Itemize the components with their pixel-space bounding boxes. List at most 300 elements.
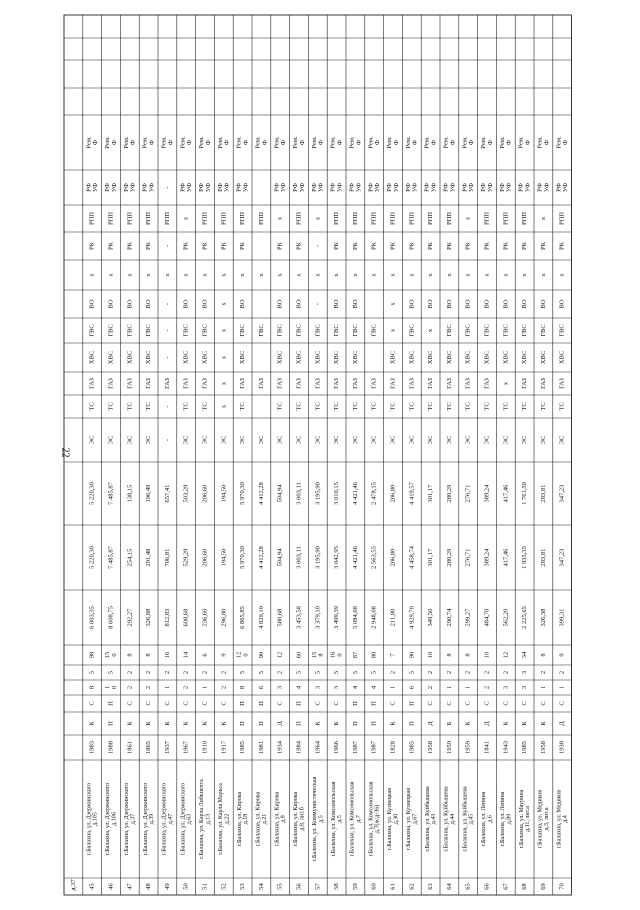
cell-rk (483, 241, 490, 250)
cell-u3 (408, 378, 415, 389)
cell-c6 (220, 609, 227, 627)
cell-c8 (89, 482, 96, 505)
cell-rk (389, 241, 396, 250)
cell-c2 (126, 701, 133, 705)
cell-f1 (330, 183, 344, 192)
cell-u4-text: ХВС (521, 350, 529, 365)
cell-c2-text: С (502, 701, 510, 706)
cell-u1 (239, 436, 246, 445)
cell-c7-text: 4 412,28 (257, 546, 265, 569)
cell-u6-text: ВО (239, 299, 247, 309)
cell-x-text: х (408, 273, 416, 277)
cell-c2 (540, 701, 547, 705)
cell-addr-text: д.37 (130, 813, 137, 825)
cell-c1-text: К (502, 721, 510, 726)
cell-u1-text: ЭС (107, 435, 115, 445)
cell-rp-text: РПП (483, 211, 491, 226)
cell-u1 (465, 436, 472, 445)
cell-c5 (104, 652, 118, 659)
cell-n (540, 883, 547, 890)
cell-f1 (236, 183, 250, 192)
cell-c5-text: 12 (502, 651, 510, 659)
cell-f1 (424, 183, 438, 192)
cell-c5 (183, 651, 190, 658)
cell-u2-text: ТС (239, 402, 247, 411)
cell-u2 (540, 402, 547, 410)
cell-f2-text: Ф (486, 139, 494, 146)
cell-u6 (201, 299, 208, 308)
cell-u5 (483, 324, 490, 336)
cell-f1 (292, 183, 306, 192)
cell-u4-text: ХВС (145, 350, 153, 365)
cell-c6 (352, 606, 359, 629)
cell-c8 (333, 482, 340, 505)
cell-addr (86, 783, 98, 855)
cell-u1-text: ЭС (370, 435, 378, 445)
cell-rk (502, 241, 509, 250)
cell-n (239, 883, 246, 890)
cell-f1 (311, 183, 325, 192)
cell-year (314, 740, 321, 754)
cell-n (465, 883, 472, 890)
cell-u6-text: - (314, 302, 322, 306)
cell-u6 (239, 299, 246, 308)
cell-f1-text: УФ (449, 182, 457, 193)
cell-c6-text: 292,27 (126, 608, 134, 627)
cell-c2 (352, 701, 359, 706)
cell-c1-text: П (370, 721, 378, 726)
cell-u1 (164, 439, 171, 441)
cell-f2 (311, 136, 325, 149)
cell-addr-text: г.Балахна, ул. Карла Либкнехта (199, 779, 206, 859)
cell-c3 (371, 685, 378, 689)
cell-n-text: 56 (295, 883, 303, 890)
cell-u1 (333, 436, 340, 445)
cell-u6 (465, 299, 472, 308)
cell-c6 (483, 609, 490, 627)
cell-u1 (408, 436, 415, 445)
cell-f1 (555, 183, 569, 192)
cell-c5-text: 10 (483, 651, 491, 659)
cell-c5 (371, 652, 378, 659)
cell-addr (256, 791, 268, 846)
cell-u4-text: ХВС (427, 350, 435, 365)
cell-c1 (258, 721, 265, 726)
cell-c1 (164, 721, 171, 726)
cell-f2-text: Рем. (517, 136, 525, 149)
cell-f2-text: Рем. (498, 136, 506, 149)
cell-f1-text: УФ (242, 182, 250, 193)
cell-c2-text: П (239, 701, 247, 706)
cell-f1-text: УФ (543, 182, 551, 193)
cell-rp-text: РПП (220, 211, 228, 226)
cell-addr (424, 786, 437, 852)
cell-u3-text: ГАЗ (295, 378, 303, 389)
cell-u2 (295, 402, 302, 410)
cell-n (333, 883, 340, 890)
cell-c8-text: 503,29 (182, 484, 190, 503)
cell-u6 (483, 299, 490, 308)
cell-c8 (164, 485, 171, 503)
cell-u1-text: ЭС (521, 435, 529, 445)
cell-c4 (427, 671, 434, 674)
cell-year (145, 741, 152, 754)
cell-c3-text: 1 (539, 685, 547, 690)
cell-u4 (483, 351, 490, 364)
cell-c5 (483, 652, 490, 659)
cell-f2 (142, 136, 156, 149)
cell-c6 (277, 609, 284, 627)
cell-c5 (164, 651, 171, 658)
cell-c5 (295, 652, 302, 659)
cell-c2-text: С (558, 701, 566, 706)
cell-u6-text: ВО (464, 299, 472, 309)
cell-u2-text: ТС (370, 402, 378, 411)
cell-c7 (389, 549, 396, 567)
cell-u6-text: ВО (427, 299, 435, 309)
cell-addr-text: д.22 (224, 813, 231, 825)
cell-addr-text: д.44 (449, 813, 456, 825)
cell-u3 (540, 378, 547, 389)
cell-u4 (314, 351, 321, 364)
cell-x (408, 273, 415, 277)
cell-x-text: х (445, 273, 453, 277)
cell-year-text: 1958 (539, 741, 547, 754)
cell-c3 (408, 685, 415, 689)
cell-f2-text: Рем. (273, 136, 281, 149)
cell-f2-text: Ф (110, 139, 118, 146)
cell-f1-text: РФ (310, 183, 318, 192)
cell-c6-text: 3 499,39 (333, 606, 341, 629)
cell-addr (519, 789, 531, 848)
cell-rk (371, 241, 378, 250)
cell-u4-text: ХВС (107, 350, 115, 365)
cell-f2 (254, 136, 268, 149)
cell-rk (295, 241, 302, 250)
cell-u3 (559, 378, 566, 389)
cell-year-text: 1984 (295, 741, 303, 754)
cell-year-text: 1987 (370, 741, 378, 754)
cell-u4 (277, 351, 284, 364)
cell-n-text: 51 (201, 883, 209, 890)
cell-n-text: 57 (314, 883, 322, 890)
cell-u2 (220, 404, 227, 408)
cell-c3 (89, 686, 96, 689)
cell-x-text: х (483, 273, 491, 277)
cell-rp (277, 216, 284, 220)
cell-u3 (314, 378, 321, 389)
cell-c3 (446, 686, 453, 689)
cell-f1 (518, 183, 532, 192)
cell-rp (295, 212, 302, 225)
cell-c3-text: 0 (110, 685, 118, 690)
cell-u5-text: ГВС (521, 324, 529, 337)
cell-c2-text: С (88, 701, 96, 706)
cell-addr-text: г.Балахна, ул. Кузнецкая (387, 788, 394, 850)
cell-year-text: 1967 (182, 741, 190, 754)
cell-rk (521, 241, 528, 250)
cell-u5 (465, 324, 472, 336)
cell-addr (500, 791, 512, 846)
cell-c5-text: 0 (336, 653, 344, 657)
cell-rp (502, 212, 509, 225)
cell-x (183, 273, 190, 277)
cell-c5-text: 15 (310, 651, 318, 659)
cell-addr-text: д.13 (205, 813, 212, 825)
cell-u6-text: ВО (276, 299, 284, 309)
cell-c5-text: 90 (408, 651, 416, 659)
cell-rk (89, 241, 96, 250)
cell-u5 (389, 328, 396, 332)
cell-f1-text: УФ (223, 182, 231, 193)
cell-f2-text: Ф (562, 139, 570, 146)
cell-u2 (126, 402, 133, 410)
cell-addr (406, 788, 418, 850)
cell-u5 (239, 324, 246, 336)
cell-u1-text: ЭС (427, 435, 435, 445)
cell-c1 (145, 721, 152, 726)
cell-u1-text: ЭС (239, 435, 247, 445)
cell-n (89, 883, 96, 890)
cell-c6 (239, 606, 246, 629)
cell-u6 (220, 302, 227, 306)
cell-f2-text: Ф (505, 139, 513, 146)
cell-c8 (427, 484, 434, 503)
cell-c6-text: 3 379,10 (314, 606, 322, 629)
cell-n-text: 64 (445, 883, 453, 890)
cell-rk-text: РК (88, 242, 96, 250)
cell-f1-text: РФ (461, 183, 469, 192)
cell-rp-text: РПП (145, 211, 153, 226)
cell-f1-text: УФ (336, 182, 344, 193)
cell-x-text: х (182, 273, 190, 277)
cell-c1-text: К (314, 721, 322, 726)
cell-u4-text: ХВС (239, 350, 247, 365)
cell-c3-text: 8 (88, 685, 96, 690)
cell-c4-text: 2 (464, 670, 472, 675)
cell-n-text: 65 (464, 883, 472, 890)
cell-year (389, 741, 396, 754)
cell-c1-text: К (220, 721, 228, 726)
cell-c3 (183, 686, 190, 689)
cell-u5 (277, 324, 284, 336)
cell-f2-text: Ф (223, 139, 231, 146)
cell-u2-text: ТС (182, 402, 190, 411)
cell-u3 (220, 381, 227, 385)
cell-n (521, 883, 528, 890)
cell-c6 (258, 606, 265, 629)
cell-addr-text: г.Балахна, ул. Кирова (274, 791, 281, 847)
cell-c7 (427, 548, 434, 567)
cell-rk (201, 241, 208, 250)
cell-f2-text: Ф (355, 139, 363, 146)
cell-u5-text: ГВС (239, 324, 247, 337)
cell-f2 (198, 136, 212, 149)
cell-year (521, 741, 528, 754)
cell-u3-text: х (220, 381, 228, 386)
cell-year-text: 1917 (220, 741, 228, 754)
cell-addr-text: г.Балахна, ул. Карла Маркса (218, 783, 225, 855)
cell-u6-text: ВО (502, 299, 510, 309)
cell-f2-text: Ф (524, 139, 532, 146)
cell-addr-text: д.89 (506, 813, 513, 825)
cell-c7-text: 301,17 (427, 548, 435, 567)
cell-c2-text: С (521, 701, 529, 706)
cell-c4 (408, 671, 415, 674)
cell-c1-text: К (126, 721, 134, 726)
cell-c7 (540, 549, 547, 567)
cell-u5 (295, 324, 302, 336)
cell-u4 (183, 351, 190, 364)
header-fragment-text: д.37 (69, 879, 77, 891)
cell-x (352, 273, 359, 277)
cell-f2-text: Рем. (160, 136, 168, 149)
cell-c2-text: С (539, 701, 547, 706)
cell-u1 (502, 436, 509, 445)
cell-c3 (295, 685, 302, 689)
cell-addr-text: д.5 (337, 815, 344, 823)
cell-u1-text: ЭС (276, 435, 284, 445)
cell-n-text: 49 (163, 883, 171, 890)
cell-u1-text: ЭС (389, 435, 397, 445)
cell-c1-text: К (163, 721, 171, 726)
cell-rp-text: РПП (239, 211, 247, 226)
cell-c2 (333, 701, 340, 705)
cell-f2-text: Ф (392, 139, 400, 146)
cell-u3-text: ГАЗ (107, 378, 115, 389)
cell-u4 (164, 356, 171, 358)
cell-u5 (164, 329, 171, 331)
cell-f1-text: РФ (404, 183, 412, 192)
cell-c5 (427, 652, 434, 659)
cell-c1 (89, 721, 96, 726)
cell-u1 (201, 436, 208, 445)
cell-rp (465, 216, 472, 220)
cell-c4-text: 2 (427, 670, 435, 675)
cell-u4 (352, 351, 359, 364)
cell-c5 (220, 653, 227, 656)
cell-c3-text: 4 (370, 685, 378, 690)
cell-x-text: х (257, 273, 265, 277)
cell-c3-text: 1 (558, 685, 566, 690)
cell-f1-text: РФ (235, 183, 243, 192)
cell-f2 (85, 136, 99, 149)
cell-u6 (427, 299, 434, 308)
cell-f2-text: Ф (167, 139, 175, 146)
cell-c8-text: 4 412,28 (257, 482, 265, 505)
cell-c3 (239, 686, 246, 689)
cell-c5-text: 16 (163, 651, 171, 659)
cell-u2-text: х (220, 404, 228, 409)
cell-u1-text: ЭС (445, 435, 453, 445)
cell-u2-text: ТС (295, 402, 303, 411)
cell-year (540, 741, 547, 754)
cell-addr (538, 790, 550, 848)
cell-f2 (386, 136, 400, 149)
cell-c1-text: П (408, 721, 416, 726)
cell-c5-text: 12 (276, 651, 284, 659)
cell-c2-text: С (182, 701, 190, 706)
cell-u3-text: ГАЗ (558, 378, 566, 389)
cell-c7-text: 194,50 (220, 548, 228, 567)
cell-f1 (386, 183, 400, 192)
cell-c5-text: 87 (351, 651, 359, 659)
cell-u5-text: ГВС (276, 324, 284, 337)
cell-x (389, 273, 396, 277)
cell-u5-text: ГВС (314, 324, 322, 337)
cell-u3-text: ГАЗ (314, 378, 322, 389)
cell-n-text: 52 (220, 883, 228, 890)
cell-f2-text: Рем. (310, 136, 318, 149)
cell-addr-text: г.Балахна, ул. Кузнецкая (406, 788, 413, 850)
cell-c2-text: П (370, 701, 378, 706)
cell-addr-text: г.Балахна, ул. Медиков (537, 789, 544, 849)
cell-c7-text: 389,24 (483, 548, 491, 567)
cell-u5-text: ГВС (295, 324, 303, 337)
cell-c8 (258, 482, 265, 505)
cell-f2 (179, 136, 193, 149)
cell-c8 (352, 481, 359, 505)
cell-f2-text: Ф (411, 139, 419, 146)
cell-rp (559, 212, 566, 225)
cell-c6-text: 326,38 (539, 608, 547, 627)
cell-c2 (183, 701, 190, 705)
cell-u5-text: ГВС (558, 324, 566, 337)
cell-u6 (408, 299, 415, 308)
cell-c1 (333, 721, 340, 726)
cell-rp-text: РПП (126, 211, 134, 226)
cell-f2 (424, 136, 438, 149)
cell-c6-text: 562,20 (502, 608, 510, 627)
cell-c6 (107, 606, 114, 629)
cell-f1-text: УФ (430, 182, 438, 193)
cell-u1 (145, 436, 152, 445)
cell-c6-text: 6 003,35 (88, 606, 96, 629)
cell-rp-text: РПП (333, 211, 341, 226)
cell-x-text: х (333, 273, 341, 277)
cell-f2 (104, 136, 118, 149)
cell-u2-text: ТС (201, 402, 209, 411)
cell-c6-text: 349,50 (427, 608, 435, 627)
cell-u4 (107, 351, 114, 364)
cell-c7 (126, 549, 133, 567)
cell-n (352, 883, 359, 890)
cell-c2-text: С (126, 701, 134, 706)
cell-c8-text: 283,81 (539, 484, 547, 503)
cell-u2-text: ТС (427, 402, 435, 411)
cell-c8-text: 3 003,11 (295, 482, 303, 505)
cell-addr (274, 791, 286, 846)
cell-f2 (405, 136, 419, 149)
cell-c3-text: 3 (502, 685, 510, 690)
cell-n-text: 58 (333, 883, 341, 890)
cell-u2-text: ТС (276, 402, 284, 411)
cell-u2-text: ТС (389, 402, 397, 411)
cell-f1-text: УФ (204, 182, 212, 193)
cell-addr-text: г.Балахна, ул. Дзержинского (86, 782, 93, 856)
cell-c3 (483, 686, 490, 689)
cell-c5 (352, 651, 359, 658)
cell-f1 (480, 183, 494, 192)
cell-c4 (295, 671, 302, 674)
cell-c4-text: 5 (314, 670, 322, 675)
cell-u1 (126, 436, 133, 445)
cell-c4-text: 5 (295, 670, 303, 675)
cell-c5-text: 8 (317, 653, 325, 657)
cell-rk-text: - (314, 244, 322, 248)
cell-c1-text: Д (427, 721, 435, 726)
cell-c7 (295, 546, 302, 569)
